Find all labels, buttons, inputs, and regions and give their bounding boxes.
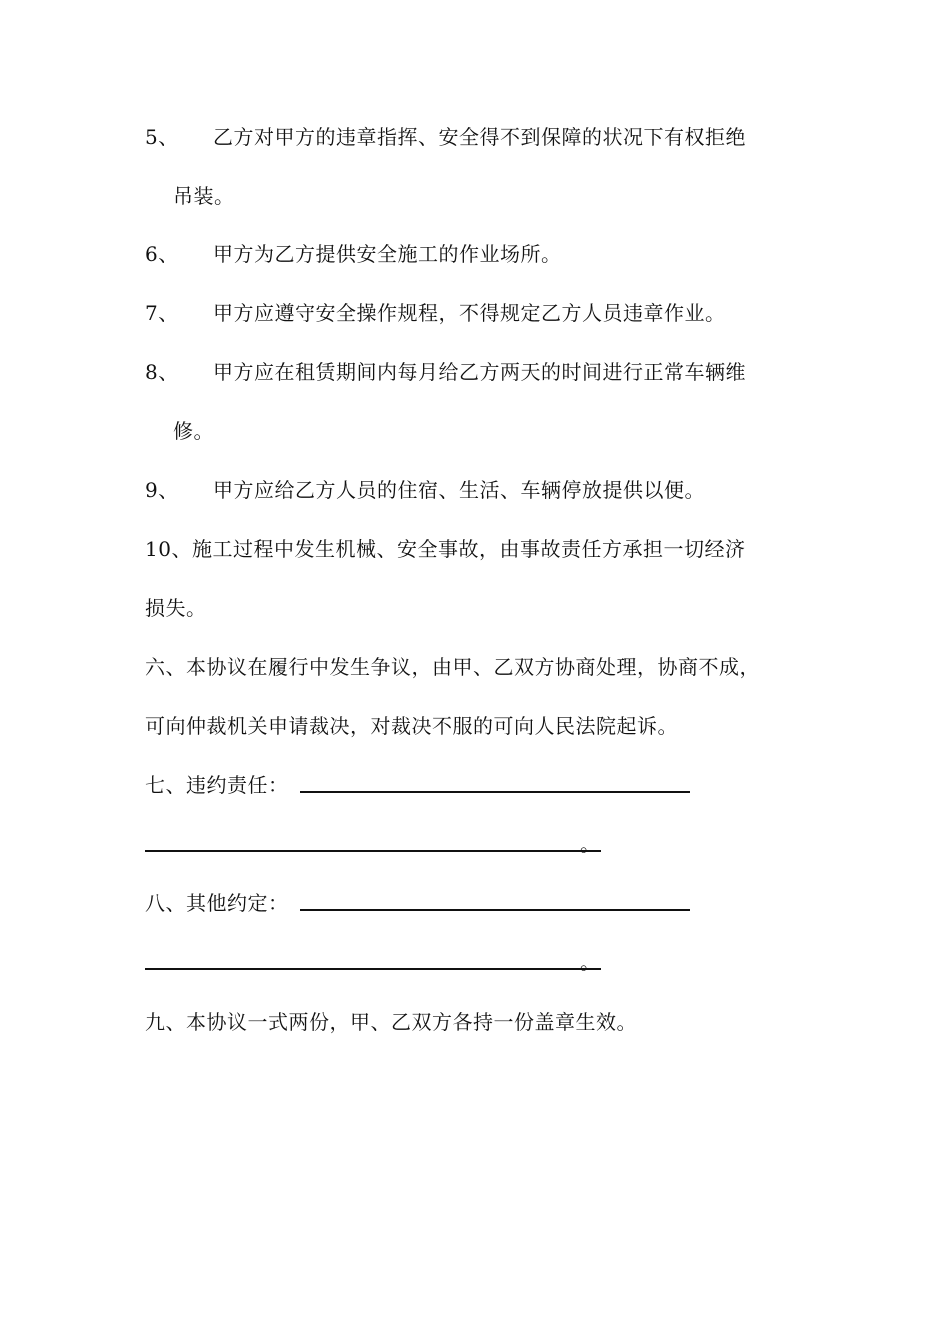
clause-item-8 [145, 358, 746, 386]
section-7-label: 七、违约责任： [145, 773, 289, 797]
clause-number: 7、 [145, 301, 179, 325]
clause-number: 5、 [145, 125, 179, 149]
section-9-text: 九、本协议一式两份，甲、乙双方各持一份盖章生效。 [145, 1010, 637, 1034]
clause-number: 9、 [145, 478, 179, 502]
clause-item-9 [145, 476, 705, 504]
section-8-label: 八、其他约定： [145, 891, 289, 915]
clause-item-5 [145, 123, 746, 151]
clause-number: 6、 [145, 242, 179, 266]
section-8-end-mark: 。 [580, 950, 600, 974]
clause-item-10: 10、施工过程中发生机械、安全事故，由事故责任方承担一切经济 [145, 537, 746, 561]
clause-text: 甲方应遵守安全操作规程，不得规定乙方人员违章作业。 [213, 301, 726, 325]
section-6-continuation: 可向仲裁机关申请裁决，对裁决不服的可向人民法院起诉。 [145, 714, 678, 738]
section-7-end-mark: 。 [580, 832, 600, 856]
clause-text: 甲方为乙方提供安全施工的作业场所。 [213, 242, 562, 266]
section-8-fill-line-1 [300, 909, 690, 911]
section-7-fill-line-2 [145, 850, 601, 852]
clause-item-10-continuation: 损失。 [145, 596, 207, 620]
clause-item-5-continuation: 吊装。 [173, 184, 235, 208]
section-7-fill-line-1 [300, 791, 690, 793]
clause-text: 甲方应在租赁期间内每月给乙方两天的时间进行正常车辆维 [213, 360, 746, 384]
section-8-fill-line-2 [145, 968, 601, 970]
clause-number: 8、 [145, 360, 179, 384]
clause-item-6 [145, 240, 562, 268]
clause-text: 甲方应给乙方人员的住宿、生活、车辆停放提供以便。 [213, 478, 705, 502]
section-6-text: 六、本协议在履行中发生争议，由甲、乙双方协商处理，协商不成， [145, 655, 760, 679]
clause-item-8-continuation: 修。 [173, 419, 214, 443]
clause-item-7 [145, 299, 726, 327]
clause-text: 乙方对甲方的违章指挥、安全得不到保障的状况下有权拒绝 [213, 125, 746, 149]
